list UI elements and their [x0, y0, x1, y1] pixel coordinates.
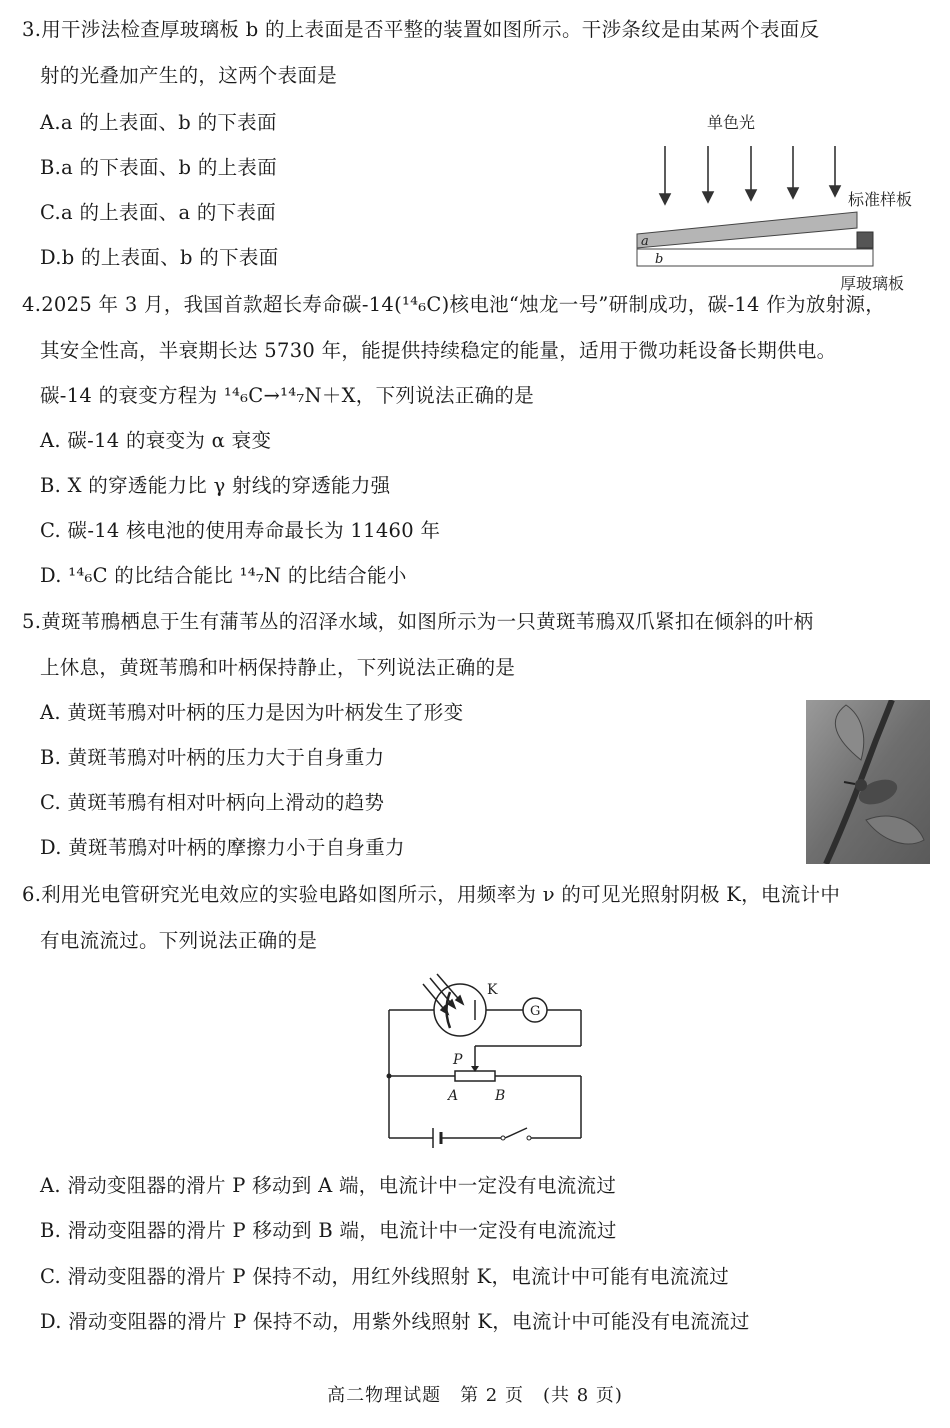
q5-option-c: C. 黄斑苇鳽有相对叶柄向上滑动的趋势	[40, 791, 385, 814]
q4-option-b: B. X 的穿透能力比 γ 射线的穿透能力强	[40, 474, 391, 497]
q6-a-label: A	[448, 1088, 459, 1104]
bird-head	[855, 779, 867, 791]
q3-light-label: 单色光	[707, 113, 756, 132]
q5-option-b: B. 黄斑苇鳽对叶柄的压力大于自身重力	[40, 746, 385, 769]
q6-option-d: D. 滑动变阻器的滑片 P 保持不动，用紫外线照射 K，电流计中可能没有电流流过	[40, 1310, 750, 1333]
q6-k-label: K	[487, 982, 498, 998]
q3-option-a: A.a 的上表面、b 的下表面	[40, 111, 277, 134]
q3-option-c: C.a 的上表面、a 的下表面	[40, 201, 277, 224]
q4-stem-line1: 4.2025 年 3 月，我国首款超长寿命碳-14(¹⁴₆C)核电池“烛龙一号”研制成功，碳-14 作为放射源，	[22, 293, 886, 316]
q3-standard-plate-label: 标准样板	[848, 190, 913, 209]
q5-bird-photo	[806, 700, 930, 864]
q4-option-d: D. ¹⁴₆C 的比结合能比 ¹⁴₇N 的比结合能小	[40, 564, 407, 587]
q3-a-label: a	[641, 234, 649, 249]
q4-option-a: A. 碳-14 的衰变为 α 衰变	[40, 429, 272, 452]
q6-g-label: G	[530, 1004, 541, 1019]
q6-circuit-figure	[375, 970, 595, 1150]
q5-stem-line1: 5.黄斑苇鳽栖息于生有蒲苇丛的沼泽水域，如图所示为一只黄斑苇鳽双爪紧扣在倾斜的叶柄	[22, 610, 814, 633]
q3-stem-line2: 射的光叠加产生的，这两个表面是	[40, 64, 338, 87]
q3-option-d: D.b 的上表面、b 的下表面	[40, 246, 279, 269]
rheostat	[455, 1071, 495, 1081]
q6-b-label: B	[495, 1088, 506, 1104]
q3-b-label: b	[655, 252, 664, 267]
q5-stem-line2: 上休息，黄斑苇鳽和叶柄保持静止，下列说法正确的是	[40, 656, 516, 679]
q6-option-b: B. 滑动变阻器的滑片 P 移动到 B 端，电流计中一定没有电流流过	[40, 1219, 617, 1242]
switch-blade	[505, 1128, 527, 1138]
q5-option-d: D. 黄斑苇鳽对叶柄的摩擦力小于自身重力	[40, 836, 405, 859]
q3-stem-line1: 3.用干涉法检查厚玻璃板 b 的上表面是否平整的装置如图所示。干涉条纹是由某两个表面反	[22, 18, 820, 41]
q6-stem-line2: 有电流流过。下列说法正确的是	[40, 929, 318, 952]
page-footer: 高二物理试题 第 2 页 (共 8 页)	[327, 1385, 623, 1406]
q5-option-a: A. 黄斑苇鳽对叶柄的压力是因为叶柄发生了形变	[40, 701, 464, 724]
q3-interference-figure	[625, 108, 925, 294]
q6-p-label: P	[453, 1052, 463, 1068]
q4-stem-line2: 其安全性高，半衰期长达 5730 年，能提供持续稳定的能量，适用于微功耗设备长期供电。	[40, 339, 837, 362]
q4-option-c: C. 碳-14 核电池的使用寿命最长为 11460 年	[40, 519, 441, 542]
q3-option-b: B.a 的下表面、b 的上表面	[40, 156, 278, 179]
wedge-spacer	[857, 232, 873, 248]
standard-plate	[637, 212, 857, 248]
q6-option-c: C. 滑动变阻器的滑片 P 保持不动，用红外线照射 K，电流计中可能有电流流过	[40, 1265, 730, 1288]
q6-stem-line1: 6.利用光电管研究光电效应的实验电路如图所示，用频率为 ν 的可见光照射阴极 K，电流计中	[22, 883, 841, 906]
q6-option-a: A. 滑动变阻器的滑片 P 移动到 A 端，电流计中一定没有电流流过	[40, 1174, 617, 1197]
q4-stem-line3: 碳-14 的衰变方程为 ¹⁴₆C→¹⁴₇N＋X，下列说法正确的是	[40, 384, 535, 407]
light-arrows	[660, 146, 840, 204]
thick-glass-plate	[637, 249, 873, 266]
q3-thick-glass-label: 厚玻璃板	[840, 274, 905, 293]
